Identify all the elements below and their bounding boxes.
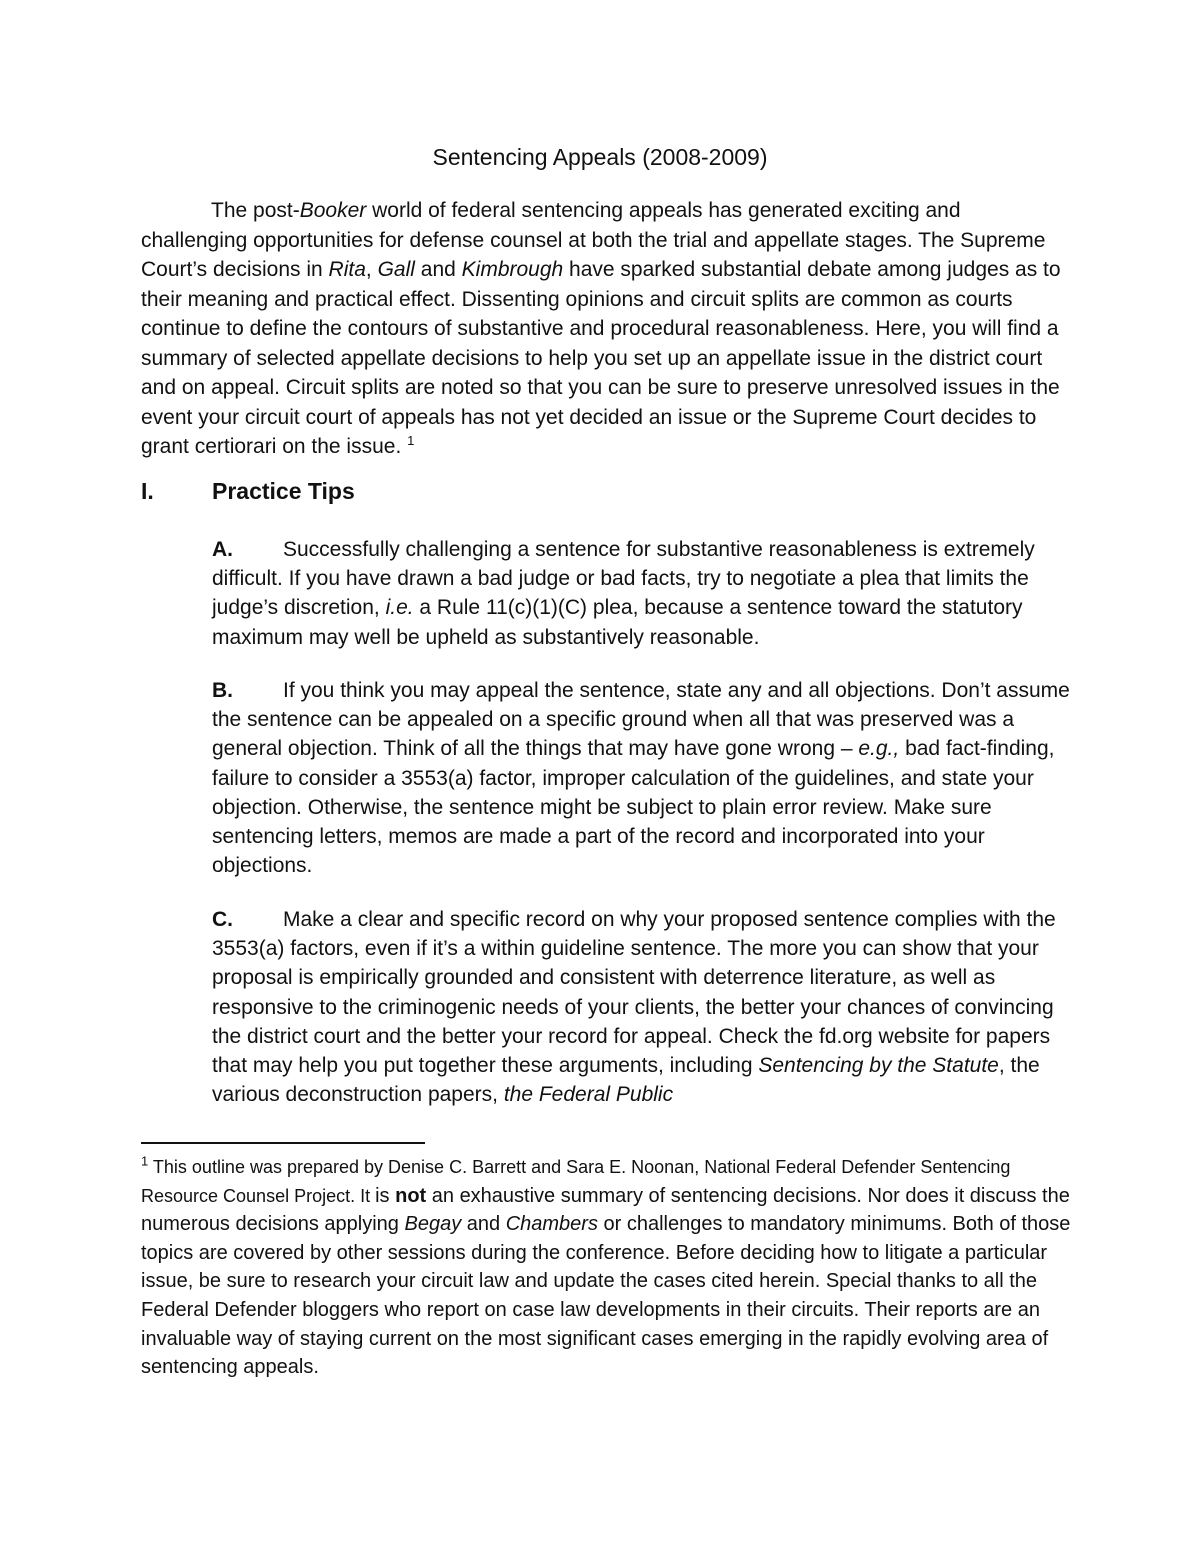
case-booker: Booker bbox=[299, 199, 367, 222]
intro-text-1: The post- bbox=[211, 199, 300, 222]
tip-letter-c: C. bbox=[212, 908, 233, 931]
tip-b-text-2: bad fact-finding, failure to consider a 3553(a) factor, improper calculation of the guidelines, and state your objection. Otherwise, the sentence might be subject to plain error review. Make sure sentencing letters, memos are made a part of the record and incorporated into your objections. bbox=[212, 737, 1055, 878]
tip-c-text-1: Make a clear and specific record on why your proposed sentence complies with the 3553(a) factors, even if it’s a within guideline sentence. The more you can show that your proposal is empirically grounded and consistent with deterrence literature, as well as responsive to the criminogenic needs of your clients, the better your chances of convincing the district court and the better your record for appeal. Check the fd.org website for papers that may help you put together these arguments, including bbox=[212, 908, 1056, 1078]
footnote-not: not bbox=[395, 1184, 427, 1207]
case-gall: Gall bbox=[377, 258, 415, 281]
case-kimbrough: Kimbrough bbox=[461, 258, 564, 281]
footnote-text-4: and bbox=[461, 1213, 506, 1236]
footnote-marker: 1 bbox=[141, 1153, 149, 1169]
footnote-text-2: is bbox=[375, 1184, 396, 1207]
intro-comma: , bbox=[365, 258, 378, 281]
section-title: Practice Tips bbox=[212, 478, 355, 504]
intro-paragraph bbox=[141, 196, 1071, 462]
paper-federal-public: the Federal Public bbox=[503, 1083, 674, 1107]
intro-text-3: have sparked substantial debate among judges as to their meaning and practical effect. Dissenting opinions and circuit splits are common as courts continue to define the contours of substantive and procedural reasonableness. Here, you will find a summary of selected appellate decisions to help you set up an appellate issue in the district court and on appeal. Circuit splits are noted so that you can be sure to preserve unresolved issues in the event your circuit court of appeals has not yet decided an issue or the Supreme Court decides to grant certiorari on the issue. bbox=[141, 258, 1061, 458]
tip-a-text-1: Successfully challenging a sentence for substantive reasonableness is extremely difficult. If you have drawn a bad judge or bad facts, try to negotiate a plea that limits the judge’s discretion, bbox=[212, 538, 1035, 620]
case-rita: Rita bbox=[328, 258, 366, 281]
case-chambers: Chambers bbox=[505, 1213, 598, 1236]
tip-letter-b: B. bbox=[212, 679, 233, 702]
section-heading bbox=[141, 476, 355, 506]
practice-tip-a bbox=[212, 535, 1072, 652]
page-title: Sentencing Appeals (2008-2009) bbox=[432, 144, 768, 170]
case-begay: Begay bbox=[404, 1213, 462, 1236]
practice-tip-b bbox=[212, 676, 1072, 880]
section-number: I. bbox=[141, 478, 154, 504]
tip-b-text-1: If you think you may appeal the sentence, state any and all objections. Don’t assume the sentence can be appealed on a specific ground when all that was preserved was a general objection. Think of all the things that may have gone wrong – bbox=[212, 679, 1070, 761]
footnote-text-1: This outline was prepared by Denise C. Barrett and Sara E. Noonan, National Federal Defender Sentencing Resource Counsel Project. It bbox=[141, 1157, 1011, 1206]
footnote-text-5: or challenges to mandatory minimums. Both of those topics are covered by other sessions during the conference. Before deciding how to litigate a particular issue, be sure to research your circuit law and update the cases cited herein. Special thanks to all the Federal Defender bloggers who report on case law developments in their circuits. Their reports are an invaluable way of staying current on the most significant cases emerging in the rapidly evolving area of sentencing appeals. bbox=[141, 1213, 1071, 1379]
footnote-reference[interactable]: 1 bbox=[407, 433, 415, 448]
footnote-text-3: an exhaustive summary of sentencing decisions. Nor does it discuss the numerous decisions applying bbox=[141, 1184, 1070, 1236]
footnote bbox=[141, 1153, 1071, 1382]
tip-a-text-2: a Rule 11(c)(1)(C) plea, because a sentence toward the statutory maximum may well be upheld as substantively reasonable. bbox=[212, 596, 1023, 649]
tip-a-ie: i.e. bbox=[385, 596, 414, 620]
tip-c-text-2: , the various deconstruction papers, bbox=[212, 1054, 1040, 1107]
intro-and: and bbox=[414, 258, 462, 281]
paper-sentencing-by-statute: Sentencing by the Statute bbox=[758, 1054, 999, 1078]
tip-b-eg: e.g., bbox=[858, 737, 900, 761]
tip-letter-a: A. bbox=[212, 538, 233, 561]
practice-tip-c bbox=[212, 905, 1072, 1109]
intro-text-2: world of federal sentencing appeals has generated exciting and challenging opportunities for defense counsel at both the trial and appellate stages. The Supreme Court’s decisions in bbox=[141, 199, 1046, 281]
footnote-divider bbox=[141, 1142, 425, 1144]
